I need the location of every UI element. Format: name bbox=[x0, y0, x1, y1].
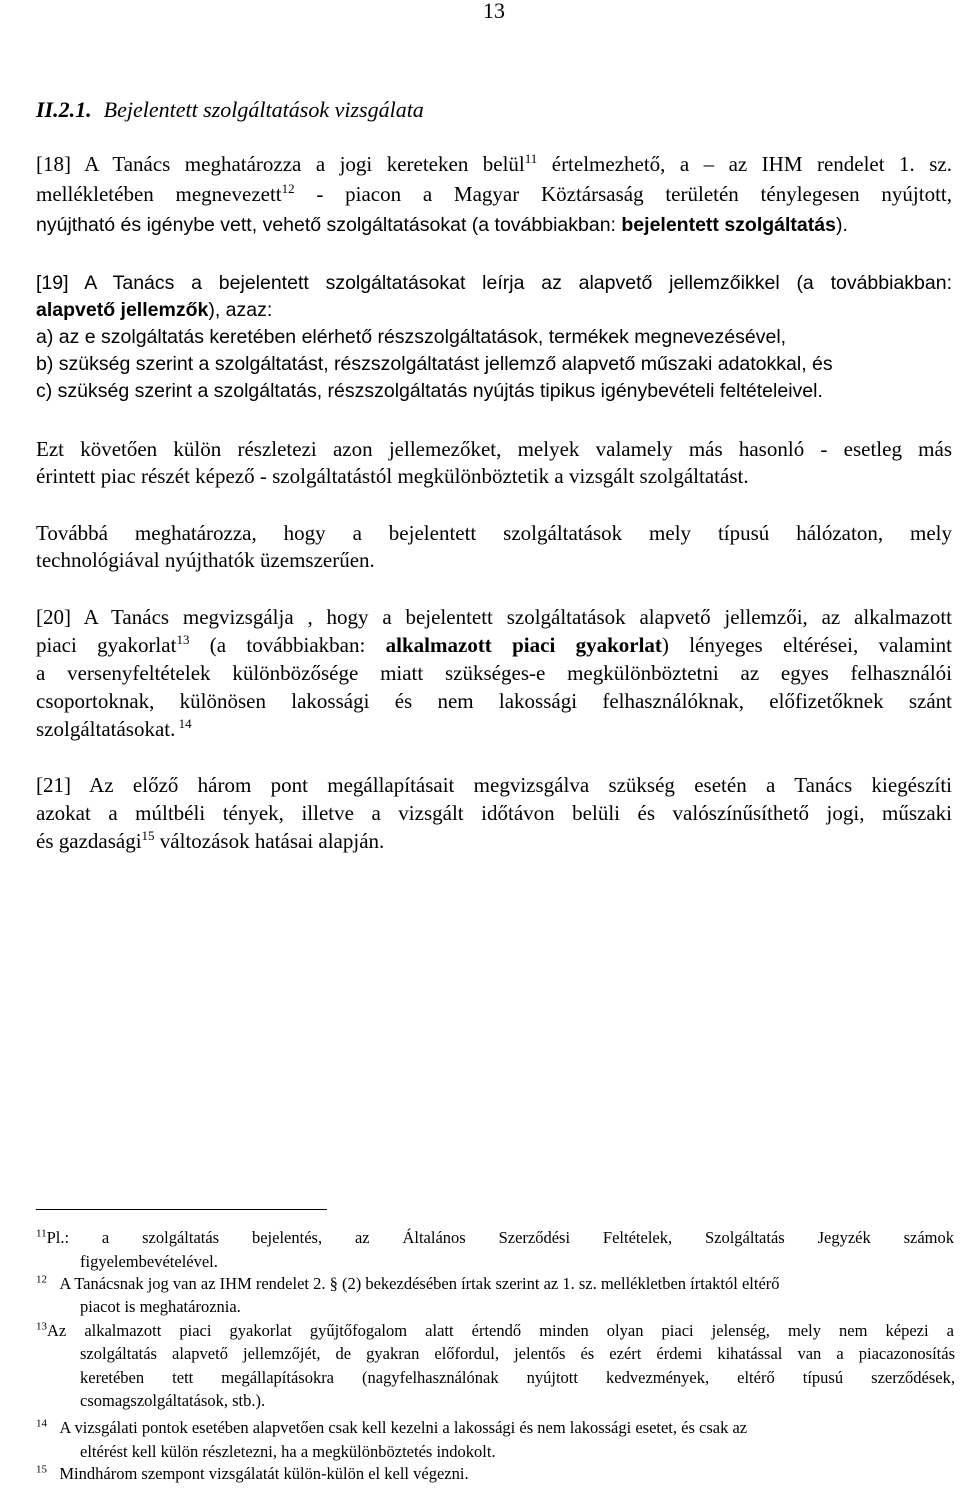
text-run: értelmezhető, a – az IHM rendelet 1. sz. bbox=[537, 152, 952, 176]
text-run: szolgáltatásokat. bbox=[36, 717, 176, 741]
footnote-mark: 15 bbox=[36, 1463, 47, 1476]
text-run: ), azaz: bbox=[208, 299, 273, 321]
section-title: Bejelentett szolgáltatások vizsgálata bbox=[103, 97, 424, 122]
footnote-line: szolgáltatás alapvető jellemzőjét, de gyakran előfordul, jelentős és ezért érdemi kihatással van a piacazonosítás bbox=[80, 1344, 955, 1363]
footnote-line bbox=[36, 1273, 954, 1295]
footnote-text: A Tanácsnak jog van az IHM rendelet 2. § (2) bekezdésében írtak szerint az 1. sz. mellékletben írtaktól eltérő bbox=[59, 1274, 780, 1293]
text-line: Továbbá meghatározza, hogy a bejelentett szolgáltatások mely típusú hálózaton, mely bbox=[36, 521, 952, 545]
footnote-line bbox=[36, 1320, 954, 1342]
footnote-mark: 12 bbox=[36, 1273, 47, 1286]
footnote-line: figyelembevételével. bbox=[80, 1252, 218, 1271]
footnote-line: keretében tett megállapításokra (nagyfelhasználónak nyújtott kedvezmények, eltérő típusú szerződések, bbox=[80, 1368, 955, 1387]
footnote-ref-15: 15 bbox=[141, 828, 155, 843]
text-run: ) lényeges eltérései, valamint bbox=[661, 633, 952, 657]
page-number: 13 bbox=[483, 0, 505, 23]
text-run: változások hatásai alapján. bbox=[154, 829, 385, 853]
footnote-ref-14: 14 bbox=[175, 716, 192, 731]
footnote-line bbox=[36, 1417, 954, 1439]
text-line bbox=[36, 715, 952, 743]
text-line: érintett piac részét képező - szolgáltatástól megkülönböztetik a vizsgált szolgáltatást. bbox=[36, 464, 749, 488]
list-item-a: a) az e szolgáltatás keretében elérhető részszolgáltatások, termékek megnevezésével, bbox=[36, 326, 787, 348]
footnote-text: A vizsgálati pontok esetében alapvetően csak kell kezelni a lakossági és nem lakossági esetet, és csak az bbox=[59, 1418, 748, 1437]
text-line: [20] A Tanács megvizsgálja , hogy a bejelentett szolgáltatások alapvető jellemzői, az alkalmazott bbox=[36, 605, 952, 629]
text-line: [19] A Tanács a bejelentett szolgáltatásokat leírja az alapvető jellemzőikkel (a továbbiakban: bbox=[36, 272, 952, 294]
section-heading bbox=[36, 96, 424, 124]
text-line bbox=[36, 631, 952, 659]
text-run: piaci gyakorlat bbox=[36, 633, 177, 657]
footnote-line: csomagszolgáltatások, stb.). bbox=[80, 1391, 266, 1410]
text-run: ). bbox=[835, 214, 848, 236]
text-line: a versenyfeltételek különbözősége miatt szükséges-e megkülönböztetni az egyes felhasználói bbox=[36, 661, 952, 685]
text-run: - piacon a Magyar Köztársaság területén ténylegesen nyújtott, bbox=[294, 182, 953, 206]
footnote-mark: 13 bbox=[36, 1320, 47, 1333]
section-number: II.2.1. bbox=[36, 97, 92, 122]
defined-term: alapvető jellemzők bbox=[36, 299, 209, 321]
text-line: technológiával nyújthatók üzemszerűen. bbox=[36, 548, 375, 572]
defined-term: bejelentett szolgáltatás bbox=[621, 214, 836, 236]
footnote-line bbox=[36, 1463, 954, 1485]
text-line bbox=[36, 150, 952, 178]
footnote-text: Pl.: a szolgáltatás bejelentés, az Általános Szerződési Feltételek, Szolgáltatás Jegyzék számok bbox=[46, 1228, 954, 1247]
text-run: nyújtható és igénybe vett, vehető szolgáltatásokat (a továbbiakban: bbox=[36, 214, 622, 236]
list-item-c: c) szükség szerint a szolgáltatás, részszolgáltatás nyújtás tipikus igénybevételi feltételeivel. bbox=[36, 380, 823, 402]
text-line bbox=[36, 211, 952, 239]
list-item-b: b) szükség szerint a szolgáltatást, részszolgáltatást jellemző alapvető műszaki adatokkal, és bbox=[36, 353, 833, 375]
text-line: Ezt követően külön részletezi azon jellemezőket, melyek valamely más hasonló - esetleg más bbox=[36, 437, 952, 461]
text-line: azokat a múltbéli tények, illetve a vizsgált időtávon belüli és valószínűsíthető jogi, műszaki bbox=[36, 801, 952, 825]
footnote-line bbox=[36, 1227, 954, 1249]
footnote-ref-13: 13 bbox=[176, 632, 190, 647]
text-run: és gazdasági bbox=[36, 829, 142, 853]
footnote-text: Mindhárom szempont vizsgálatát külön-külön el kell végezni. bbox=[59, 1464, 469, 1483]
text-line: csoportoknak, különösen lakossági és nem lakossági felhasználóknak, előfizetőknek szánt bbox=[36, 689, 952, 713]
text-line bbox=[36, 180, 952, 208]
footnote-ref-11: 11 bbox=[524, 151, 538, 166]
text-line: [21] Az előző három pont megállapításait megvizsgálva szükség esetén a Tanács kiegészíti bbox=[36, 773, 952, 797]
footnote-line: eltérést kell külön részletezni, ha a megkülönböztetés indokolt. bbox=[80, 1442, 496, 1461]
footnote-mark: 14 bbox=[36, 1417, 47, 1430]
footnote-separator bbox=[36, 1209, 327, 1210]
footnote-ref-12: 12 bbox=[281, 181, 295, 196]
text-run: [18] A Tanács meghatározza a jogi kereteken belül bbox=[36, 152, 525, 176]
defined-term: alkalmazott piaci gyakorlat bbox=[385, 633, 662, 657]
text-run: (a továbbiakban: bbox=[189, 633, 386, 657]
text-line bbox=[36, 827, 952, 855]
text-line bbox=[36, 296, 952, 324]
footnote-mark: 11 bbox=[36, 1227, 47, 1240]
footnote-line: piacot is meghatároznia. bbox=[80, 1297, 241, 1316]
footnote-text: Az alkalmazott piaci gyakorlat gyűjtőfogalom alatt értendő minden olyan piaci jelenség, mely nem képezi a bbox=[47, 1321, 954, 1340]
text-run: mellékletében megnevezett bbox=[36, 182, 282, 206]
